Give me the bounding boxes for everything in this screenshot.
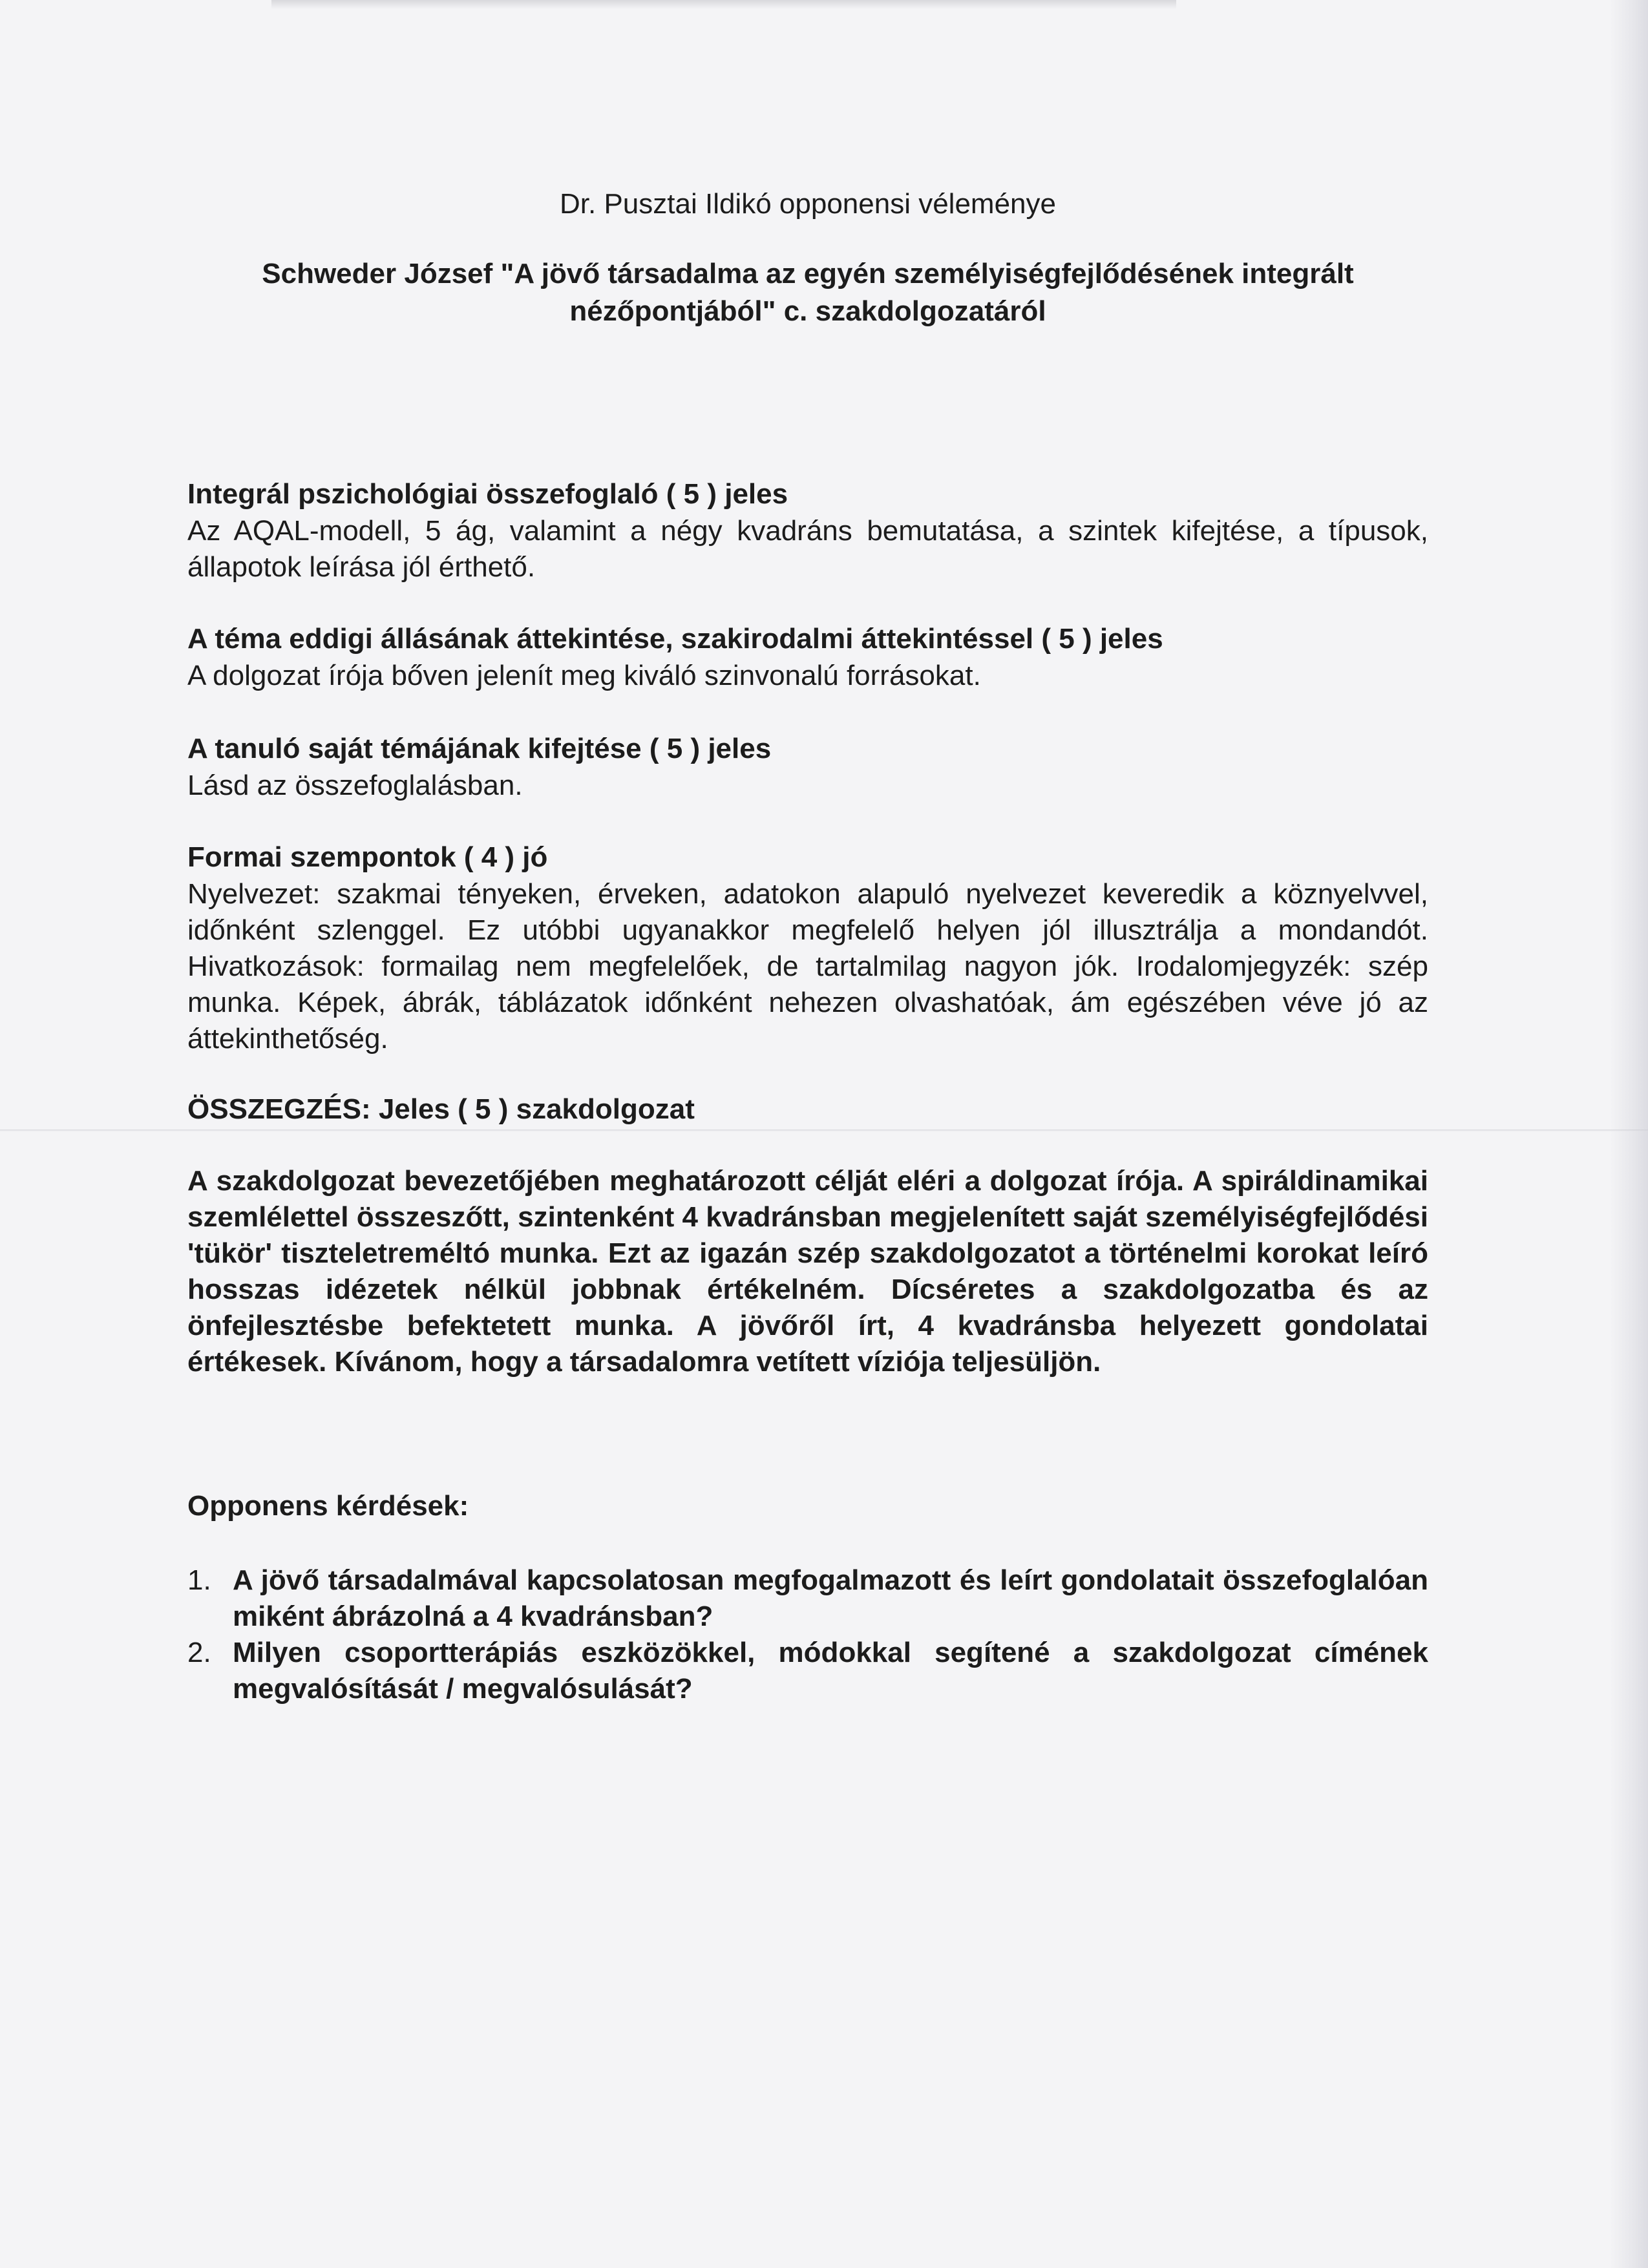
section-body: Nyelvezet: szakmai tényeken, érveken, adatokon alapuló nyelvezet keveredik a köznyelvvel, időnként szlenggel. Ez utóbbi ugyanakkor megfelelő helyen jól illusztrálja a mondandót. Hivatkozások: formailag nem megfelelőek, de tartalmilag nagyon jók. Irodalomjegyzék: szép munka. Képek, ábrák, táblázatok időnként nehezen olvashatóak, ám egészében véve jó az áttekinthetőség. bbox=[187, 878, 1428, 1055]
summary-block bbox=[187, 1163, 1428, 1380]
summary-heading-block bbox=[187, 1091, 1428, 1128]
list-item bbox=[187, 1635, 1428, 1707]
section-body: Az AQAL-modell, 5 ág, valamint a négy kvadráns bemutatása, a szintek kifejtése, a típusok, állapotok leírása jól érthető. bbox=[187, 515, 1428, 583]
thesis-title-line-1: Schweder József "A jövő társadalma az egyén személyiségfejlődésének integrált bbox=[262, 258, 1354, 289]
list-item-text: Milyen csoportterápiás eszközökkel, módokkal segítené a szakdolgozat címének megvalósítását / megvalósulását? bbox=[233, 1637, 1428, 1705]
section-body: Lásd az összefoglalásban. bbox=[187, 770, 523, 801]
list-item-number: 1. bbox=[187, 1564, 211, 1596]
questions-heading: Opponens kérdések: bbox=[187, 1490, 469, 1522]
summary-body: A szakdolgozat bevezetőjében meghatározott célját eléri a dolgozat írója. A spiráldinamikai szemlélettel összeszőtt, szintenként 4 kvadránsban megjelenített saját személyiségfejlődési 'tükör' tiszteletreméltó munka. Ezt az igazán szép szakdolgozatot a történelmi korokat leíró hosszas idézetek nélkül jobbnak értékelném. Dícséretes a szakdolgozatba és az önfejlesztésbe befektetett munka. A jövőről írt, 4 kvadránsba helyezett gondolatai értékesek. Kívánom, hogy a társadalomra vetített víziója teljesüljön. bbox=[187, 1165, 1428, 1378]
section-literature-review bbox=[187, 620, 1428, 694]
section-heading: A tanuló saját témájának kifejtése ( 5 ) jeles bbox=[187, 733, 772, 764]
section-heading: Integrál pszichológiai összefoglaló ( 5 ) jeles bbox=[187, 478, 788, 510]
section-formal-aspects bbox=[187, 839, 1428, 1057]
summary-heading: ÖSSZEGZÉS: Jeles ( 5 ) szakdolgozat bbox=[187, 1093, 695, 1125]
scan-shadow-right bbox=[1609, 0, 1648, 2268]
section-heading: A téma eddigi állásának áttekintése, szakirodalmi áttekintéssel ( 5 ) jeles bbox=[187, 623, 1163, 655]
section-heading: Formai szempontok ( 4 ) jó bbox=[187, 841, 548, 873]
list-item bbox=[187, 1562, 1428, 1635]
questions-heading-block bbox=[187, 1487, 1428, 1525]
section-body: A dolgozat írója bőven jelenít meg kiváló szinvonalú forrásokat. bbox=[187, 660, 981, 691]
list-item-text: A jövő társadalmával kapcsolatosan megfogalmazott és leírt gondolatait összefoglalóan miként ábrázolná a 4 kvadránsban? bbox=[233, 1564, 1428, 1632]
document-header: Dr. Pusztai Ildikó opponensi véleménye bbox=[560, 188, 1056, 220]
section-own-topic bbox=[187, 730, 1428, 804]
list-item-number: 2. bbox=[187, 1637, 211, 1668]
scan-shadow-top bbox=[271, 0, 1176, 9]
thesis-title-line-2: nézőpontjából" c. szakdolgozatáról bbox=[569, 295, 1046, 327]
paper-fold-line bbox=[0, 1129, 1648, 1131]
section-integral-summary bbox=[187, 476, 1428, 585]
questions-list bbox=[187, 1562, 1428, 1707]
